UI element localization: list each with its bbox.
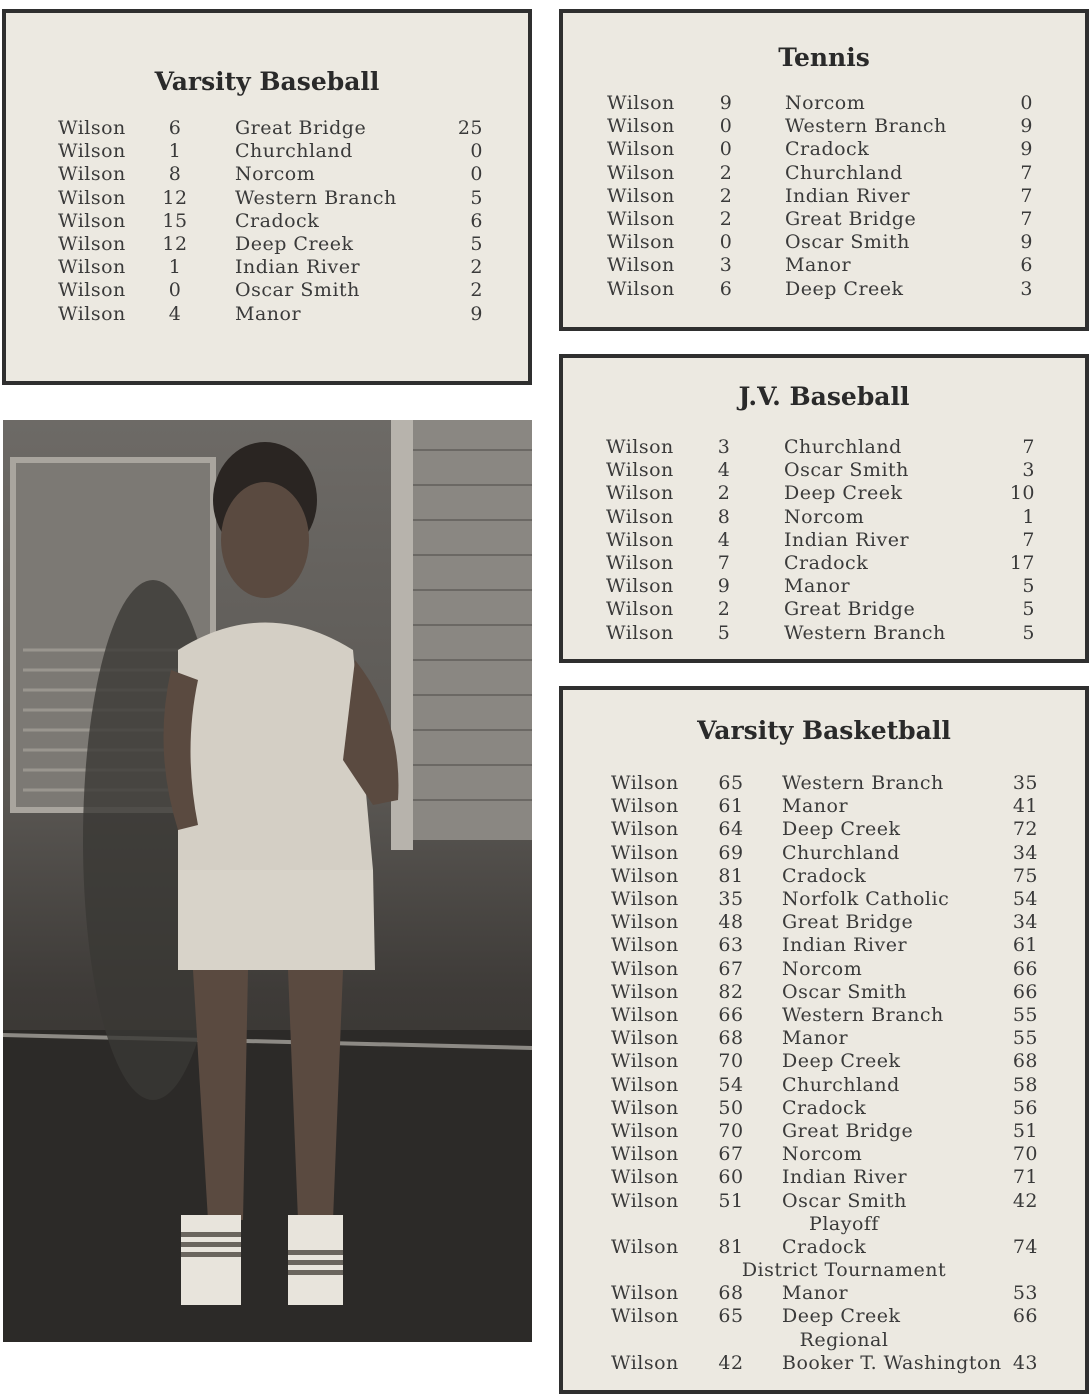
opponent-name: Norcom xyxy=(782,957,863,980)
score-row xyxy=(563,772,1085,795)
wilson-score: 65 xyxy=(718,1305,744,1328)
team-name: Wilson xyxy=(607,161,675,184)
wilson-score: 65 xyxy=(718,772,744,794)
team-name: Wilson xyxy=(58,233,126,255)
opponent-score: 35 xyxy=(1012,772,1038,794)
opponent-score: 10 xyxy=(1009,482,1035,505)
score-row xyxy=(563,1352,1085,1375)
team-name: Wilson xyxy=(607,92,675,114)
opponent-name: Oscar Smith xyxy=(785,231,910,254)
opponent-score: 7 xyxy=(1020,161,1033,184)
opponent-score: 56 xyxy=(1012,1096,1038,1119)
wilson-score: 51 xyxy=(718,1189,744,1212)
score-row xyxy=(563,138,1085,161)
opponent-score: 41 xyxy=(1012,795,1038,818)
opponent-score: 5 xyxy=(470,186,483,209)
runner-photo-illustration xyxy=(3,420,532,1342)
opponent-score: 34 xyxy=(1012,911,1038,934)
wilson-score: 54 xyxy=(718,1073,744,1096)
opponent-score: 68 xyxy=(1012,1050,1038,1073)
team-name: Wilson xyxy=(606,459,674,482)
opponent-name: Manor xyxy=(782,1027,849,1050)
wilson-score: 3 xyxy=(719,254,733,277)
team-name: Wilson xyxy=(58,117,126,139)
score-row xyxy=(563,1190,1085,1213)
opponent-score: 7 xyxy=(1020,184,1033,207)
opponent-score: 51 xyxy=(1012,1120,1038,1142)
opponent-name: Great Bridge xyxy=(784,598,916,621)
opponent-score: 7 xyxy=(1022,528,1035,551)
jv-baseball-title: J.V. Baseball xyxy=(738,382,910,411)
opponent-score: 3 xyxy=(1022,459,1035,482)
wilson-score: 64 xyxy=(718,818,744,841)
wilson-score: 9 xyxy=(719,92,733,114)
wilson-score: 48 xyxy=(718,911,744,934)
opponent-name: Western Branch xyxy=(235,186,397,209)
team-name: Wilson xyxy=(606,436,674,458)
score-row xyxy=(6,187,528,210)
score-row xyxy=(563,459,1085,482)
wilson-score: 2 xyxy=(719,208,733,230)
opponent-name: Norcom xyxy=(785,92,866,114)
opponent-score: 5 xyxy=(1022,598,1035,621)
team-name: Wilson xyxy=(606,505,674,528)
wilson-score: 1 xyxy=(168,140,182,163)
varsity-basketball-title: Varsity Basketball xyxy=(697,716,951,745)
score-row xyxy=(563,506,1085,529)
team-name: Wilson xyxy=(58,256,126,279)
wilson-score: 66 xyxy=(718,1004,744,1026)
opponent-score: 0 xyxy=(470,140,483,163)
score-row xyxy=(563,1004,1085,1027)
opponent-name: Western Branch xyxy=(784,621,946,644)
team-name: Wilson xyxy=(611,957,679,980)
opponent-score: 0 xyxy=(470,163,483,186)
opponent-score: 66 xyxy=(1012,1305,1038,1328)
score-row xyxy=(563,865,1085,888)
opponent-name: Great Bridge xyxy=(785,208,917,230)
opponent-score: 66 xyxy=(1012,957,1038,980)
opponent-name: Manor xyxy=(235,302,302,325)
wilson-score: 4 xyxy=(168,302,182,325)
opponent-name: Cradock xyxy=(235,209,320,232)
opponent-score: 25 xyxy=(457,117,483,139)
team-name: Wilson xyxy=(58,140,126,163)
opponent-score: 2 xyxy=(470,256,483,279)
score-row xyxy=(563,1097,1085,1120)
score-row xyxy=(6,117,528,140)
wilson-score: 63 xyxy=(718,934,744,957)
team-name: Wilson xyxy=(611,1189,679,1212)
opponent-name: Cradock xyxy=(785,138,870,161)
team-name: Wilson xyxy=(611,888,679,910)
opponent-score: 55 xyxy=(1012,1027,1038,1050)
opponent-name: Manor xyxy=(785,254,852,277)
wilson-score: 8 xyxy=(717,505,731,528)
team-name: Wilson xyxy=(611,1282,679,1304)
district-tournament-caption: District Tournament xyxy=(741,1259,947,1281)
wilson-score: 68 xyxy=(718,1027,744,1050)
score-row xyxy=(563,818,1085,841)
opponent-score: 72 xyxy=(1012,818,1038,841)
runner-photo xyxy=(3,420,532,1342)
opponent-score: 75 xyxy=(1012,864,1038,887)
score-row xyxy=(563,1282,1085,1305)
score-row xyxy=(563,1166,1085,1189)
opponent-name: Western Branch xyxy=(782,1004,944,1026)
team-name: Wilson xyxy=(611,934,679,957)
team-name: Wilson xyxy=(611,841,679,864)
wilson-score: 2 xyxy=(717,598,731,621)
opponent-name: Cradock xyxy=(782,1236,867,1258)
score-row xyxy=(563,888,1085,911)
wilson-score: 61 xyxy=(718,795,744,818)
opponent-score: 54 xyxy=(1012,888,1038,910)
regional-caption: Regional xyxy=(799,1329,889,1351)
opponent-name: Oscar Smith xyxy=(782,1189,907,1212)
team-name: Wilson xyxy=(58,279,126,302)
score-row xyxy=(563,622,1085,645)
team-name: Wilson xyxy=(611,772,679,794)
team-name: Wilson xyxy=(607,231,675,254)
wilson-score: 81 xyxy=(718,864,744,887)
wilson-score: 50 xyxy=(718,1096,744,1119)
opponent-name: Indian River xyxy=(235,256,361,279)
score-row xyxy=(6,256,528,279)
team-name: Wilson xyxy=(611,1096,679,1119)
wilson-score: 1 xyxy=(168,256,182,279)
score-row xyxy=(563,958,1085,981)
opponent-score: 55 xyxy=(1012,1004,1038,1026)
score-row xyxy=(563,981,1085,1004)
team-name: Wilson xyxy=(58,302,126,325)
team-name: Wilson xyxy=(607,208,675,230)
team-name: Wilson xyxy=(611,1120,679,1142)
score-row xyxy=(563,795,1085,818)
opponent-name: Booker T. Washington xyxy=(782,1352,1002,1374)
opponent-name: Indian River xyxy=(782,1166,908,1189)
team-name: Wilson xyxy=(611,1027,679,1050)
opponent-score: 1 xyxy=(1022,505,1035,528)
opponent-name: Norcom xyxy=(235,163,316,186)
opponent-name: Great Bridge xyxy=(782,1120,914,1142)
wilson-score: 4 xyxy=(717,459,731,482)
opponent-score: 5 xyxy=(1022,575,1035,598)
score-row xyxy=(563,1074,1085,1097)
score-row xyxy=(563,482,1085,505)
opponent-score: 17 xyxy=(1009,552,1035,574)
wilson-score: 8 xyxy=(168,163,182,186)
opponent-name: Deep Creek xyxy=(785,277,904,300)
team-name: Wilson xyxy=(611,1073,679,1096)
wilson-score: 81 xyxy=(718,1236,744,1258)
score-row xyxy=(6,233,528,256)
team-name: Wilson xyxy=(607,277,675,300)
team-name: Wilson xyxy=(607,184,675,207)
score-row xyxy=(6,163,528,186)
opponent-name: Deep Creek xyxy=(784,482,903,505)
score-row xyxy=(563,1027,1085,1050)
opponent-score: 9 xyxy=(1020,115,1033,138)
wilson-score: 6 xyxy=(719,277,733,300)
opponent-name: Norfolk Catholic xyxy=(782,888,950,910)
wilson-score: 0 xyxy=(719,115,733,138)
opponent-score: 71 xyxy=(1012,1166,1038,1189)
team-name: Wilson xyxy=(58,186,126,209)
wilson-score: 3 xyxy=(717,436,731,458)
opponent-score: 5 xyxy=(1022,621,1035,644)
varsity-baseball-title: Varsity Baseball xyxy=(154,67,380,96)
score-row xyxy=(563,436,1085,459)
opponent-score: 74 xyxy=(1012,1236,1038,1258)
opponent-score: 61 xyxy=(1012,934,1038,957)
opponent-name: Great Bridge xyxy=(235,117,367,139)
opponent-name: Norcom xyxy=(784,505,865,528)
opponent-score: 42 xyxy=(1012,1189,1038,1212)
team-name: Wilson xyxy=(611,1004,679,1026)
wilson-score: 67 xyxy=(718,1143,744,1166)
score-row xyxy=(563,1143,1085,1166)
score-row xyxy=(563,231,1085,254)
score-row xyxy=(563,842,1085,865)
score-row xyxy=(6,210,528,233)
opponent-name: Deep Creek xyxy=(782,1305,901,1328)
opponent-score: 53 xyxy=(1012,1282,1038,1304)
score-row xyxy=(563,1050,1085,1073)
team-name: Wilson xyxy=(611,795,679,818)
opponent-name: Churchland xyxy=(782,1073,900,1096)
team-name: Wilson xyxy=(611,980,679,1003)
opponent-score: 6 xyxy=(470,209,483,232)
wilson-score: 70 xyxy=(718,1120,744,1142)
opponent-name: Churchland xyxy=(235,140,353,163)
wilson-score: 12 xyxy=(162,233,188,255)
opponent-score: 9 xyxy=(1020,138,1033,161)
opponent-name: Indian River xyxy=(785,184,911,207)
opponent-name: Deep Creek xyxy=(235,233,354,255)
opponent-score: 0 xyxy=(1020,92,1033,114)
team-name: Wilson xyxy=(611,1305,679,1328)
team-name: Wilson xyxy=(611,1050,679,1073)
team-name: Wilson xyxy=(607,138,675,161)
wilson-score: 2 xyxy=(719,184,733,207)
score-row xyxy=(563,254,1085,277)
team-name: Wilson xyxy=(611,818,679,841)
opponent-score: 34 xyxy=(1012,841,1038,864)
team-name: Wilson xyxy=(611,1166,679,1189)
team-name: Wilson xyxy=(611,1236,679,1258)
opponent-name: Oscar Smith xyxy=(782,980,907,1003)
opponent-score: 70 xyxy=(1012,1143,1038,1166)
team-name: Wilson xyxy=(58,163,126,186)
score-row xyxy=(6,279,528,302)
score-row xyxy=(6,303,528,326)
score-row xyxy=(563,1305,1085,1328)
tennis-panel xyxy=(559,9,1089,331)
opponent-score: 7 xyxy=(1020,208,1033,230)
wilson-score: 42 xyxy=(718,1352,744,1374)
opponent-name: Churchland xyxy=(785,161,903,184)
score-row xyxy=(563,115,1085,138)
wilson-score: 35 xyxy=(718,888,744,910)
score-row xyxy=(563,1236,1085,1259)
score-row xyxy=(563,529,1085,552)
opponent-score: 66 xyxy=(1012,980,1038,1003)
score-row xyxy=(563,934,1085,957)
score-row xyxy=(563,1120,1085,1143)
wilson-score: 6 xyxy=(168,117,182,139)
opponent-name: Great Bridge xyxy=(782,911,914,934)
opponent-name: Churchland xyxy=(782,841,900,864)
team-name: Wilson xyxy=(58,209,126,232)
opponent-score: 58 xyxy=(1012,1073,1038,1096)
opponent-name: Indian River xyxy=(782,934,908,957)
team-name: Wilson xyxy=(611,1143,679,1166)
opponent-score: 6 xyxy=(1020,254,1033,277)
team-name: Wilson xyxy=(607,254,675,277)
wilson-score: 2 xyxy=(719,161,733,184)
wilson-score: 0 xyxy=(168,279,182,302)
opponent-name: Oscar Smith xyxy=(235,279,360,302)
playoff-caption: Playoff xyxy=(809,1213,879,1235)
wilson-score: 15 xyxy=(162,209,188,232)
opponent-name: Deep Creek xyxy=(782,818,901,841)
opponent-score: 43 xyxy=(1012,1352,1038,1374)
score-row xyxy=(563,552,1085,575)
varsity-basketball-panel xyxy=(559,686,1089,1394)
team-name: Wilson xyxy=(607,115,675,138)
score-row xyxy=(563,278,1085,301)
wilson-score: 9 xyxy=(717,575,731,598)
wilson-score: 2 xyxy=(717,482,731,505)
score-row xyxy=(563,911,1085,934)
opponent-name: Cradock xyxy=(784,552,869,574)
wilson-score: 0 xyxy=(719,231,733,254)
wilson-score: 82 xyxy=(718,980,744,1003)
score-row xyxy=(563,185,1085,208)
opponent-name: Manor xyxy=(784,575,851,598)
opponent-score: 9 xyxy=(470,302,483,325)
score-row xyxy=(563,162,1085,185)
wilson-score: 69 xyxy=(718,841,744,864)
team-name: Wilson xyxy=(611,911,679,934)
opponent-name: Cradock xyxy=(782,1096,867,1119)
varsity-baseball-panel xyxy=(2,9,532,385)
opponent-score: 3 xyxy=(1020,277,1033,300)
team-name: Wilson xyxy=(606,552,674,574)
jv-baseball-panel xyxy=(559,354,1089,663)
opponent-score: 2 xyxy=(470,279,483,302)
team-name: Wilson xyxy=(606,528,674,551)
opponent-name: Manor xyxy=(782,1282,849,1304)
score-row xyxy=(563,92,1085,115)
opponent-score: 9 xyxy=(1020,231,1033,254)
team-name: Wilson xyxy=(606,598,674,621)
opponent-name: Western Branch xyxy=(785,115,947,138)
team-name: Wilson xyxy=(611,864,679,887)
tennis-title: Tennis xyxy=(778,43,870,72)
team-name: Wilson xyxy=(606,575,674,598)
score-row xyxy=(563,208,1085,231)
wilson-score: 4 xyxy=(717,528,731,551)
opponent-name: Norcom xyxy=(782,1143,863,1166)
wilson-score: 70 xyxy=(718,1050,744,1073)
opponent-name: Deep Creek xyxy=(782,1050,901,1073)
wilson-score: 0 xyxy=(719,138,733,161)
wilson-score: 67 xyxy=(718,957,744,980)
opponent-score: 7 xyxy=(1022,436,1035,458)
opponent-name: Manor xyxy=(782,795,849,818)
wilson-score: 68 xyxy=(718,1282,744,1304)
opponent-name: Churchland xyxy=(784,436,902,458)
opponent-name: Western Branch xyxy=(782,772,944,794)
opponent-name: Cradock xyxy=(782,864,867,887)
score-row xyxy=(563,575,1085,598)
team-name: Wilson xyxy=(606,482,674,505)
team-name: Wilson xyxy=(606,621,674,644)
opponent-name: Oscar Smith xyxy=(784,459,909,482)
opponent-name: Indian River xyxy=(784,528,910,551)
opponent-score: 5 xyxy=(470,233,483,255)
score-row xyxy=(6,140,528,163)
team-name: Wilson xyxy=(611,1352,679,1374)
wilson-score: 7 xyxy=(717,552,731,574)
wilson-score: 60 xyxy=(718,1166,744,1189)
wilson-score: 12 xyxy=(162,186,188,209)
wilson-score: 5 xyxy=(717,621,731,644)
score-row xyxy=(563,598,1085,621)
